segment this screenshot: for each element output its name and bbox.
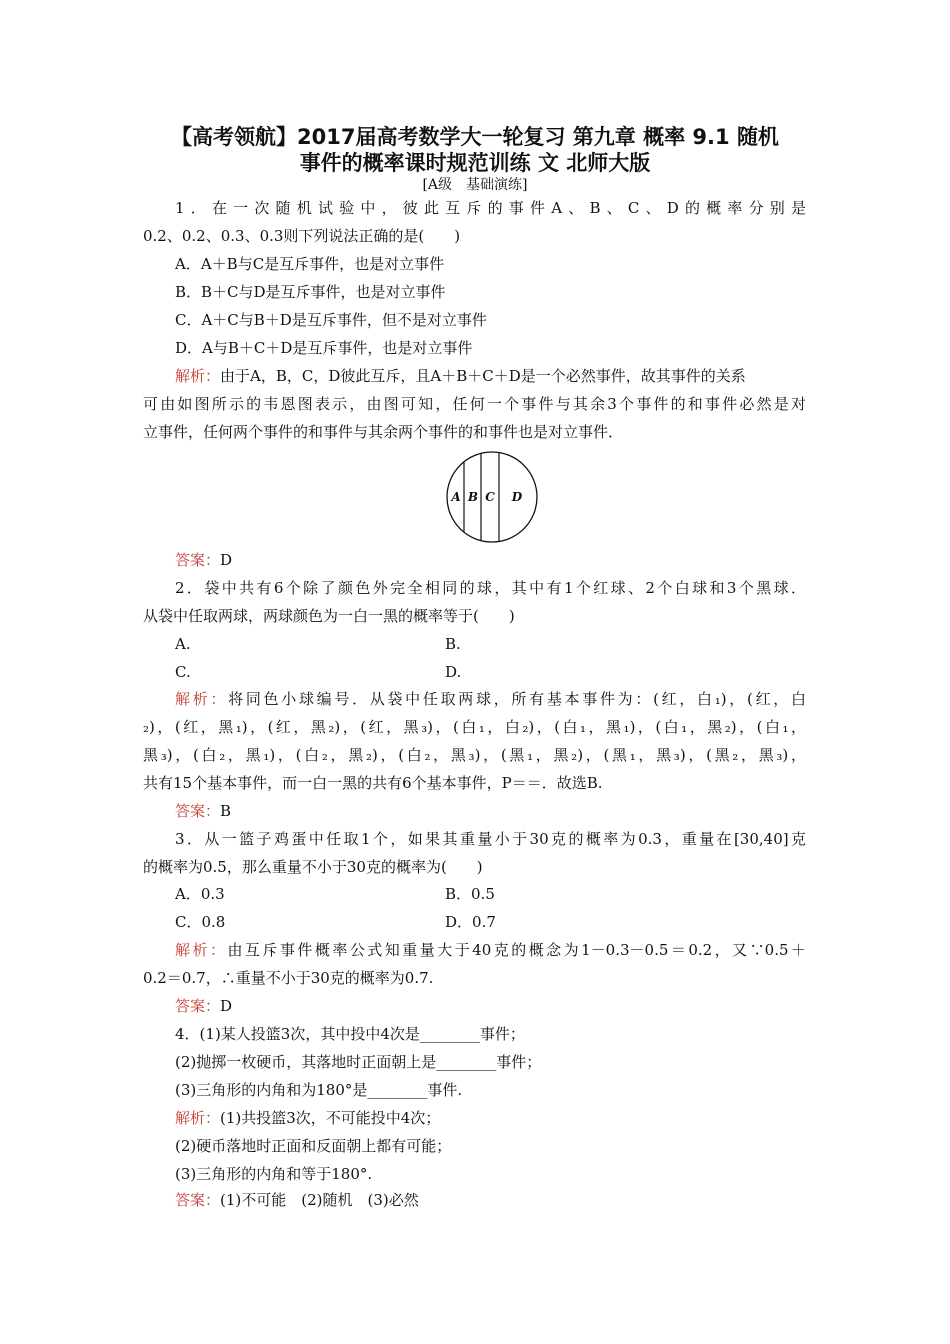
q1-solution-line-1 — [175, 366, 806, 386]
q4-answer-value: (1)不可能 (2)随机 (3)必然 — [220, 1191, 419, 1209]
q2-solution-line-2: ₂)，(红，黑₁)，(红，黑₂)，(红，黑₃)，(白₁，白₂)，(白₁，黑₁)，(白₁，黑₂)，(白₁， — [143, 718, 806, 736]
venn-label-b: B — [467, 490, 479, 504]
q1-answer-label: 答案： — [175, 551, 221, 569]
q1-answer — [175, 550, 232, 570]
q3-solution-label: 解析： — [175, 941, 228, 959]
q2-option-a: A. — [175, 635, 191, 653]
q3-option-a: A．0.3 — [175, 885, 225, 903]
q4-part-1: 4．(1)某人投篮3次，其中投中4次是________事件； — [175, 1025, 525, 1043]
q4-answer-label: 答案： — [175, 1191, 221, 1209]
q2-solution-label: 解析： — [175, 690, 229, 708]
q1-option-b: B．B＋C与D是互斥事件，也是对立事件 — [175, 283, 446, 301]
q3-answer-label: 答案： — [175, 997, 221, 1015]
title-line-1: 【高考领航】2017届高考数学大一轮复习 第九章 概率 9.1 随机 — [171, 125, 779, 149]
q4-solution-text-1: (1)共投篮3次，不可能投中4次； — [220, 1109, 441, 1127]
q3-stem-line-1: 3．从一篮子鸡蛋中任取1个，如果其重量小于30克的概率为0.3，重量在[30,40]克 — [175, 830, 806, 848]
venn-label-c: C — [485, 490, 495, 504]
venn-diagram — [445, 450, 539, 544]
q1-solution-line-2: 可由如图所示的韦恩图表示，由图可知，任何一个事件与其余3个事件的和事件必然是对 — [143, 395, 806, 413]
q3-solution-text-1: 由互斥事件概率公式知重量大于40克的概念为1－0.3－0.5＝0.2，又∵0.5＋ — [227, 941, 806, 959]
q3-option-b: B．0.5 — [445, 885, 495, 903]
q1-stem-line-2: 0.2、0.2、0.3、0.3则下列说法正确的是( ) — [143, 227, 461, 245]
q3-stem-line-2: 的概率为0.5，那么重量不小于30克的概率为( ) — [143, 858, 483, 876]
q2-answer — [175, 801, 231, 821]
q3-solution-line-1 — [175, 940, 806, 960]
q2-answer-value: B — [220, 802, 232, 820]
q2-solution-line-3: 黑₃)，(白₂，黑₁)，(白₂，黑₂)，(白₂，黑₃)，(黑₁，黑₂)，(黑₁，黑₃)，(黑₂，黑₃)， — [143, 746, 806, 764]
q2-solution-text-1: 将同色小球编号．从袋中任取两球，所有基本事件为：(红，白₁)，(红，白 — [228, 690, 806, 708]
q2-option-c: C. — [175, 663, 191, 681]
level-heading: [A级 基础演练] — [422, 177, 528, 193]
q3-answer-value: D — [220, 997, 233, 1015]
q2-solution-line-1 — [175, 689, 806, 709]
q3-solution-line-2: 0.2＝0.7，∴重量不小于30克的概率为0.7. — [143, 969, 434, 987]
q3-answer — [175, 996, 232, 1016]
q4-solution-label: 解析： — [175, 1109, 221, 1127]
q2-stem-line-2: 从袋中任取两球，两球颜色为一白一黑的概率等于( ) — [143, 607, 515, 625]
q1-solution-label: 解析： — [175, 367, 221, 385]
q2-option-b: B. — [445, 635, 461, 653]
q4-answer — [175, 1190, 419, 1210]
q1-option-c: C．A＋C与B＋D是互斥事件，但不是对立事件 — [175, 311, 487, 329]
q1-stem-line-1: 1．在一次随机试验中，彼此互斥的事件A、B、C、D的概率分别是 — [175, 199, 806, 217]
q4-solution-line-3: (3)三角形的内角和等于180°. — [175, 1165, 373, 1183]
q4-solution-line-1 — [175, 1108, 440, 1128]
q3-option-c: C．0.8 — [175, 913, 226, 931]
q4-part-3: (3)三角形的内角和为180°是________事件. — [175, 1081, 463, 1099]
title-line-2: 事件的概率课时规范训练 文 北师大版 — [299, 151, 651, 175]
q2-solution-line-4: 共有15个基本事件，而一白一黑的共有6个基本事件，P＝＝．故选B. — [143, 774, 603, 792]
q1-option-a: A．A＋B与C是互斥事件，也是对立事件 — [175, 255, 445, 273]
q4-part-2: (2)抛掷一枚硬币，其落地时正面朝上是________事件； — [175, 1053, 542, 1071]
q1-option-d: D．A与B＋C＋D是互斥事件，也是对立事件 — [175, 339, 473, 357]
q1-solution-line-3: 立事件，任何两个事件的和事件与其余两个事件的和事件也是对立事件． — [143, 423, 624, 441]
venn-label-d: D — [511, 490, 523, 504]
q3-option-d: D．0.7 — [445, 913, 496, 931]
q1-solution-text-1: 由于A，B，C，D彼此互斥，且A＋B＋C＋D是一个必然事件，故其事件的关系 — [220, 367, 746, 385]
q4-solution-line-2: (2)硬币落地时正面和反面朝上都有可能； — [175, 1137, 452, 1155]
q2-option-d: D. — [445, 663, 462, 681]
q2-answer-label: 答案： — [175, 802, 221, 820]
q2-stem-line-1: 2．袋中共有6个除了颜色外完全相同的球，其中有1个红球、2个白球和3个黑球． — [175, 579, 806, 597]
q1-answer-value: D — [220, 551, 233, 569]
venn-label-a: A — [451, 490, 461, 504]
